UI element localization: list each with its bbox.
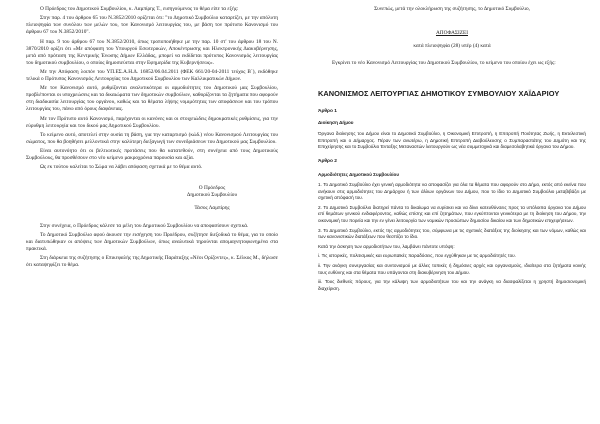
article-2-item-ii: ii. Την ανάγκη συνεργασίας και συντονισμού με άλλες τοπικές ή δημόσιες αρχές και οργανισμούς, ιδιαίτερα στα ζητήματα κοινής τους ευθύνης και στα θέματα που υπάγονται στη διακυβέρνηση του Δήμου.	[318, 262, 586, 275]
left-para-6: Με τον Πρότυπο αυτό Κανονισμό, παρέχονται οι κανόνες και οι στοιχειώδεις δημοκρατικές ρυθμίσεις, για την εύρυθμη λειτουργία και του δικού μας Δημοτικού Συμβουλίου.	[26, 115, 278, 129]
signature-name: Τάσος Λαμπίρης	[194, 204, 230, 211]
left-para-2: Στην παρ. 4 του άρθρου 65 του Ν.3852/2010 ορίζεται ότι: "το Δημοτικό Συμβούλιο καταρτίζει, με την απόλυτη πλειοψηφία των συνόλου των μελών του, τον Κανονισμό λειτουργίας του, με βάση τον πρότυπο Κανονισμό του άρθρου 67 του Ν.3852/2010".	[26, 15, 278, 36]
right-intro: Συνεπώς, μετά την ολοκλήρωση της συζήτησης, το Δημοτικό Συμβούλιο,	[374, 6, 530, 12]
vote-result: κατά πλειοψηφία (28) υπέρ (4) κατά	[413, 43, 491, 50]
left-para-8: Είναι αυτονόητο ότι οι βελτιωτικές προτάσεις που θα κατατεθούν, στη συνέχεια από τους Δημοτικούς Συμβούλους, θα προσθέσουν στο νέο κείμενο μακροχρόνια παρουσία και αξία.	[26, 148, 278, 162]
article-2-para-2: 2. Το Δημοτικό Συμβούλιο διατηρεί πάντα το δικαίωμα να ευρίσκει και να δίνει κατευθύνσεις προς τα υπόλοιπα όργανα του Δήμου επί θεμάτων γενικού ενδιαφέροντος, καθώς επίσης και επί ζητημάτων, που εγκύπτονται γενικότερα με τη διοίκηση του Δήμου, την οικονομική του πορεία και την εν γένει λειτουργία των νομικών προσώπων δημοσίου δικαίου και των δημοτικών επιχειρήσεων.	[318, 204, 586, 223]
left-para-1: Ο Πρόεδρος του Δημοτικού Συμβουλίου, κ. Λαμπίρης Τ., εισηγούμενος το θέμα είπε τα εξής:	[40, 6, 239, 12]
article-2-heading: Αρμοδιότητες Δημοτικού Συμβουλίου	[318, 171, 400, 177]
decision-heading: ΑΠΟΦΑΣΙΖΕΙ	[435, 30, 468, 37]
article-1-text: Όργανα διοίκησης του Δήμου είναι το Δημοτικό Συμβούλιο, η Οικονομική Επιτροπή, η Επιτροπή Ποιότητας Ζωής, η Εκτελεστική Επιτροπή και ο Δήμαρχος. Πέραν των ανωτέρω, η Δημοτική Επιτροπή Διαβούλευσης ο Συμπαραστάτης του Δημότη και της Επιχείρησης και το Συμβούλιο Ένταξης Μεταναστών λειτουργούν ως νέα συμμετοχικά και διαμεσολαβητικά όργανα του Δήμου.	[318, 131, 586, 150]
article-1-label: Άρθρο 1	[318, 109, 337, 115]
article-2-item-iii: iii. Τους διεθνείς πόρους, για την κάλυψη των αρμοδιοτήτων του και την ανάγκη να διασφαλίζεται η χρηστή δημοσιονομική διαχείριση.	[318, 279, 586, 291]
regulation-title: ΚΑΝΟΝΙΣΜΟΣ ΛΕΙΤΟΥΡΓΙΑΣ ΔΗΜΟΤΙΚΟΥ ΣΥΜΒΟΥΛΙΟΥ ΧΑΪΔΑΡΙΟΥ	[318, 89, 560, 99]
right-page	[300, 0, 600, 424]
left-para-7: Το κείμενο αυτό, αποτελεί στην ουσία τη βάση, για την καταρτισμό (κώδ.) νέου Κανονισμού Λειτουργίας του σώματος, που θα βοηθήσει μελλοντικά στην καλύτερη διεξαγωγή των συνεδριάσεων του Δημοτικού μας Συμβουλίου.	[26, 131, 278, 145]
signature-role: Δημοτικού Συμβουλίου	[186, 191, 238, 198]
left-para-12: Στη διάρκεια της συζήτησης ο Επικεφαλής της Δημοτικής Παράταξης «Νέοι Ορίζοντες», κ. Σέλκος Μ., δήλωσε ότι καταψηφίζει το θέμα.	[26, 255, 278, 269]
approval-statement: Εγκρίνει το νέο Κανονισμό Λειτουργίας του Δημοτικού Συμβουλίου, το κείμενο του οποίου έχει ως εξής:	[332, 60, 556, 67]
article-2-item-i: i. Τις ιστορικές, πολιτισμικές και ευρωπαϊκές παραδόσεις, που εγχύθηκαν με τις αρμοδιότητές του.	[318, 253, 516, 259]
left-para-9: Ως εκ τούτου καλείται το Σώμα να λάβει απόφαση σχετικά με το θέμα αυτό.	[40, 164, 203, 171]
article-2-label: Άρθρο 2	[318, 158, 337, 164]
left-para-5: Με τον Κανονισμό αυτό, ρυθμίζονται αναλυτικότερα οι αρμοδιότητες του Δημοτικού μας Συμβουλίου, προβλέπονται οι υποχρεώσεις και τα δικαιώματα των δημοτικών συμβούλων, καθορίζονται τα ζητήματα που αφορούν στη διαδικασία λειτουργίας του οργάνου, καθώς και τα θέματα λήψης νομιμότητας των αποφάσεων και του τρόπου λειτουργίας του, πάνω από όρους διαφάνειας.	[26, 85, 278, 113]
article-2-para-4: Κατά την άσκηση των αρμοδιοτήτων του, λαμβάνει πάντοτε υπόψη:	[318, 243, 455, 249]
left-para-3: Η παρ. 9 του άρθρου 67 του Ν.3852/2010, όπως τροποποιήθηκε με την παρ. 10 στ' του άρθρου 18 του Ν. 3870/2010 ορίζει ότι «Με απόφαση του Υπουργού Εσωτερικών, Αποκέντρωσης και Ηλεκτρονικής Διακυβέρνησης, μετά από πρόταση της Κεντρικής Ένωσης Δήμων Ελλάδας, μπορεί να εκδίδεται πρότυπος Κανονισμός λειτουργίας του δημοτικού συμβουλίου, ο οποίος δημοσιεύεται στην Εφημερίδα της Κυβερνήσεως».	[26, 38, 278, 66]
left-para-4: Με την Απόφαση λοιπόν του ΥΠ.ΕΣ.Α.Η.Δ. 16852/06.04.2011 (ΦΕΚ 661/20-04-2011 τεύχος Β΄), εκδόθηκε τελικά ο Πρότυπος Κανονισμός Λειτουργίας του Δημοτικού Συμβουλίου των Καλλικρατικών Δήμων.	[26, 68, 278, 82]
article-2-para-3: 3. Το Δημοτικό Συμβούλιο, εκτός της αρμοδιότητες του, σύμφωνα με τις σχετικές διατάξεις της διοίκησης και των νόμων, καθώς και των κανονιστικών διατάξεων που θεσπίζει το ίδιο.	[318, 227, 586, 240]
signature-title: Ο Πρόεδρος	[198, 184, 226, 191]
left-para-10: Στην συνέχεια, ο Πρόεδρος κάλεσε τα μέλη του Δημοτικού Συμβουλίου να αποφασίσουν σχετικά.	[40, 222, 249, 229]
article-2-para-1: 1. Το Δημοτικό Συμβούλιο έχει γενική αρμοδιότητα να αποφασίζει για όλα τα θέματα που αφορούν στο Δήμο, εκτός από εκείνα που ανήκουν στις αρμοδιότητες του Δημάρχου ή των άλλων οργάνων του Δήμου, που το ίδιο το Δημοτικό Συμβούλιο μεταβιβάζει με σχετική απόφασή του.	[318, 181, 586, 201]
left-para-11: Το Δημοτικό Συμβούλιο αφού άκουσε την εισήγηση του Προέδρου, συζήτησε διεξοδικά το θέμα, για το οποίο και διατυπώθηκαν οι απόψεις των Δημοτικών Συμβούλων, όπως αναλυτικά τηρούνται απομαγνητοφωνημένα στα πρακτικά.	[26, 232, 278, 253]
article-1-heading: Διοίκηση Δήμου	[318, 120, 354, 126]
